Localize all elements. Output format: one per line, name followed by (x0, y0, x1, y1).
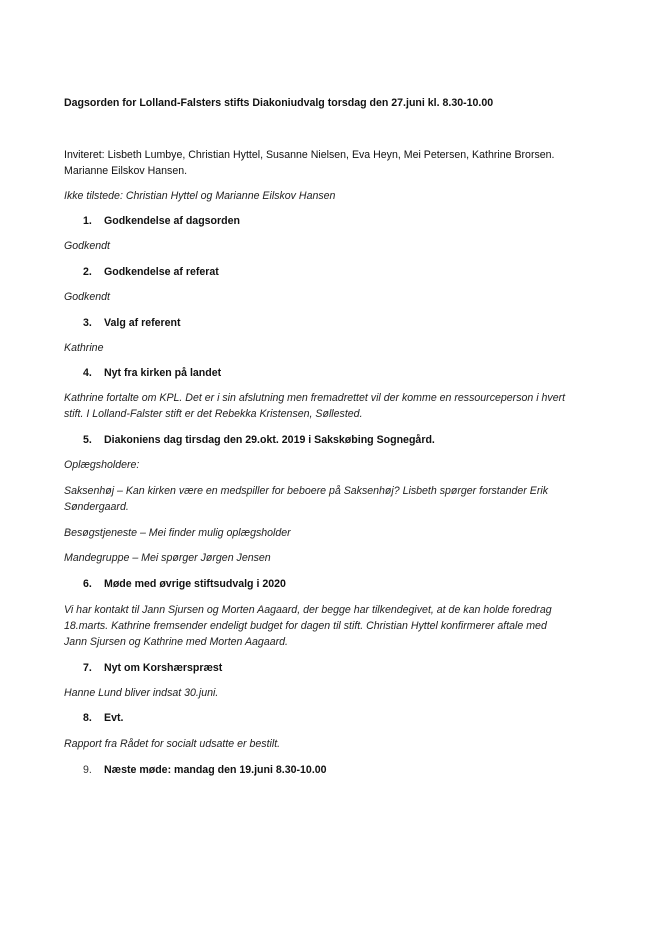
agenda-item-heading: Valg af referent (104, 317, 181, 329)
agenda-item-note: Saksenhøj – Kan kirken være en medspiller for beboere på Saksenhøj? Lisbeth spørger forstander Erik (64, 485, 549, 497)
agenda-item-note: Jann Sjursen og Kathrine med Morten Aagaard. (64, 636, 288, 648)
agenda-item-5 (83, 432, 435, 448)
agenda-item-note: Vi har kontakt til Jann Sjursen og Morten Aagaard, der begge har tilkendegivet, at de kan holde foredrag (64, 604, 552, 616)
invited-list-line-1: Inviteret: Lisbeth Lumbye, Christian Hyttel, Susanne Nielsen, Eva Heyn, Mei Petersen, Kathrine Brorsen. (64, 149, 555, 161)
agenda-item-heading: Diakoniens dag tirsdag den 29.okt. 2019 i Sakskøbing Sognegård. (104, 434, 435, 446)
absent-list: Ikke tilstede: Christian Hyttel og Marianne Eilskov Hansen (64, 190, 336, 202)
agenda-item-3 (83, 315, 181, 331)
agenda-item-heading: Evt. (104, 712, 124, 724)
document-title: Dagsorden for Lolland-Falsters stifts Diakoniudvalg torsdag den 27.juni kl. 8.30-10.00 (64, 97, 494, 109)
agenda-item-heading: Møde med øvrige stiftsudvalg i 2020 (104, 578, 286, 590)
agenda-item-note: Mandegruppe – Mei spørger Jørgen Jensen (64, 552, 271, 564)
agenda-item-number: 7. (83, 662, 92, 674)
agenda-item-7 (83, 660, 222, 676)
agenda-item-heading: Godkendelse af referat (104, 266, 219, 278)
agenda-item-note: Søndergaard. (64, 501, 129, 513)
invited-list-line-2: Marianne Eilskov Hansen. (64, 165, 188, 177)
agenda-item-4 (83, 365, 221, 381)
agenda-item-6 (83, 576, 286, 592)
agenda-item-note: Godkendt (64, 240, 110, 252)
agenda-item-note: Hanne Lund bliver indsat 30.juni. (64, 687, 219, 699)
agenda-item-heading: Nyt fra kirken på landet (104, 367, 222, 379)
agenda-item-number: 2. (83, 266, 92, 278)
agenda-item-heading: Nyt om Korshærspræst (104, 662, 223, 674)
agenda-item-note: Kathrine fortalte om KPL. Det er i sin afslutning men fremadrettet vil der komme en ressourceperson i hvert (64, 392, 566, 404)
agenda-item-number: 4. (83, 367, 92, 379)
agenda-item-number: 6. (83, 578, 92, 590)
agenda-item-note: Kathrine (64, 342, 104, 354)
agenda-item-9 (83, 762, 327, 778)
agenda-item-number: 5. (83, 434, 92, 446)
agenda-item-heading: Næste møde: mandag den 19.juni 8.30-10.00 (104, 764, 327, 776)
agenda-item-2 (83, 264, 219, 280)
agenda-item-note: Oplægsholdere: (64, 459, 140, 471)
agenda-item-8 (83, 710, 123, 726)
agenda-item-note: 18.marts. Kathrine fremsender endeligt budget for dagen til stift. Christian Hyttel konfirmerer aftale med (64, 620, 547, 632)
agenda-item-number: 3. (83, 317, 92, 329)
agenda-item-note: stift. I Lolland-Falster stift er det Rebekka Kristensen, Søllested. (64, 408, 363, 420)
agenda-item-number: 1. (83, 215, 92, 227)
agenda-item-heading: Godkendelse af dagsorden (104, 215, 240, 227)
agenda-item-note: Rapport fra Rådet for socialt udsatte er bestilt. (64, 738, 281, 750)
agenda-item-number: 8. (83, 712, 92, 724)
agenda-item-note: Godkendt (64, 291, 110, 303)
agenda-item-1 (83, 213, 240, 229)
agenda-item-number: 9. (83, 764, 92, 776)
agenda-item-note: Besøgstjeneste – Mei finder mulig oplægsholder (64, 527, 291, 539)
